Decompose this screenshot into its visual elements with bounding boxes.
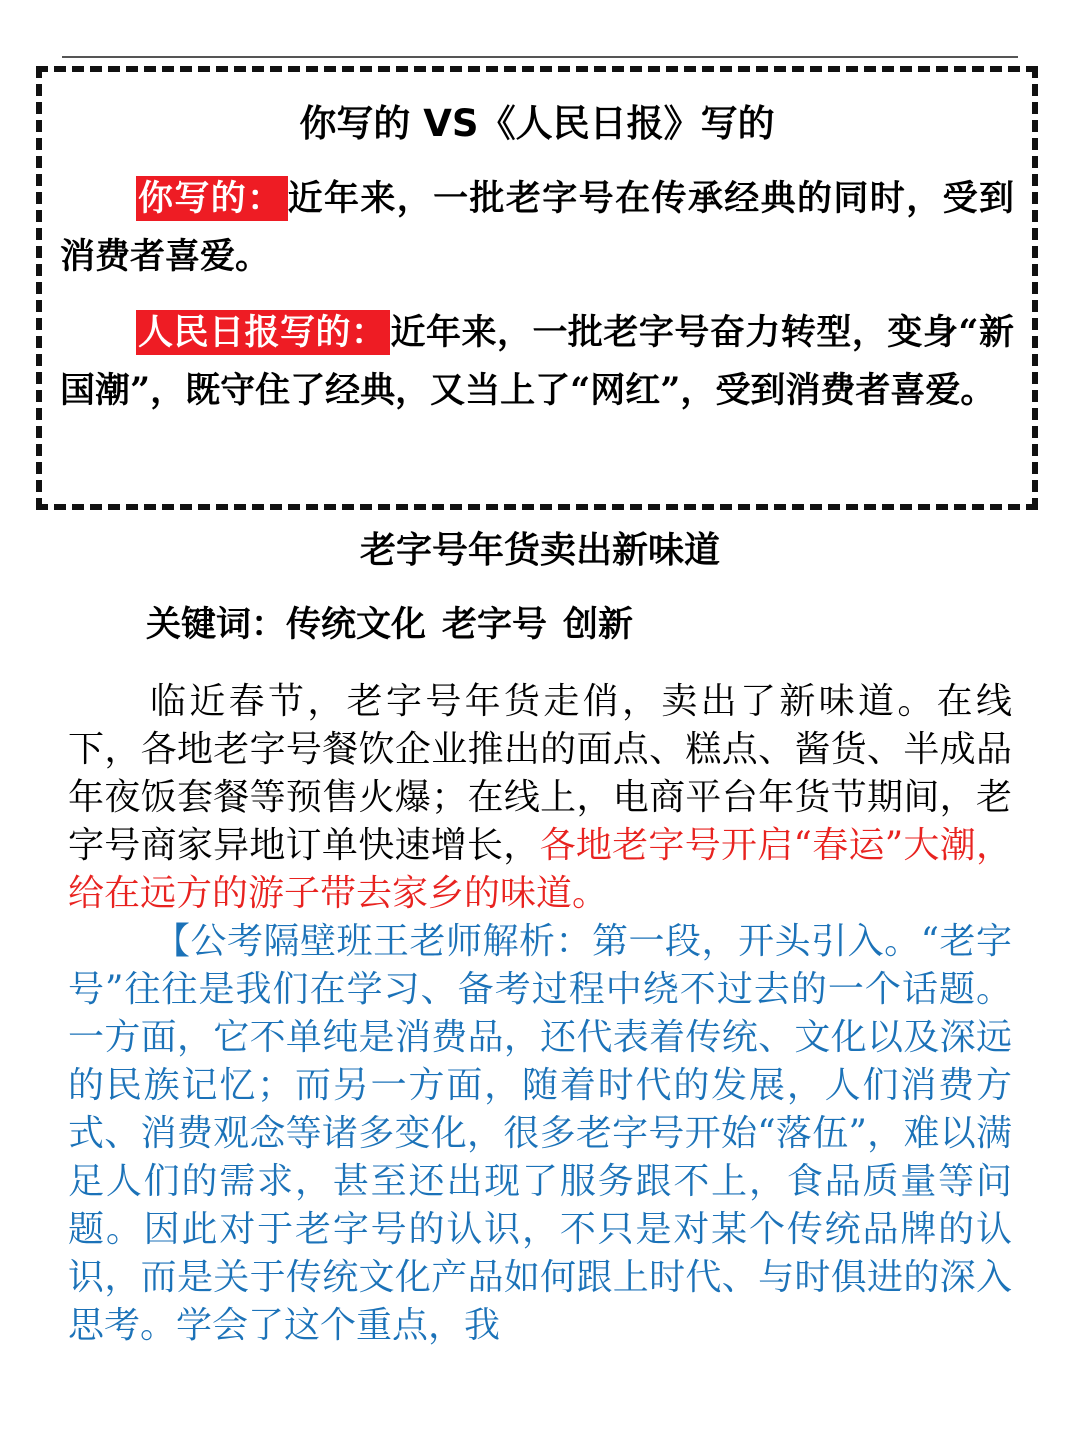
peoples-daily-paragraph	[60, 304, 1014, 420]
analysis-text: 【公考隔壁班王老师解析：第一段，开头引入。“老字号”往往是我们在学习、备考过程中绕不过去的一个话题。一方面，它不单纯是消费品，还代表着传统、文化以及深远的民族记忆；而另一方面，随着时代的发展，人们消费方式、消费观念等诸多变化，很多老字号开始“落伍”，难以满足人们的需求，甚至还出现了服务跟不上，食品质量等问题。因此对于老字号的认识，不只是对某个传统品牌的认识，而是关于传统文化产品如何跟上时代、与时俱进的深入思考。学会了这个重点，我	[68, 921, 1012, 1346]
article-title: 老字号年货卖出新味道	[359, 530, 720, 571]
yours-paragraph	[60, 170, 1014, 286]
article-body	[68, 678, 1012, 1350]
peoples-daily-text: 近年来，一批老字号奋力转型，变身“新国潮”，既守住了经典，又当上了“网红”，受到消费者喜爱。	[60, 312, 1014, 411]
paragraph-1	[68, 678, 1012, 918]
keywords-line	[146, 600, 633, 650]
analysis-block	[68, 918, 1012, 1350]
top-divider	[62, 56, 1018, 58]
paragraph-1-text: 临近春节，老字号年货走俏，卖出了新味道。在线下，各地老字号餐饮企业推出的面点、糕点、酱货、半成品年夜饭套餐等预售火爆；在线上，电商平台年货节期间，老字号商家异地订单快速增长，	[68, 681, 1012, 866]
comparison-box	[36, 66, 1038, 510]
comparison-title: 你写的 VS《人民日报》写的	[299, 102, 775, 145]
keyword-item: 创新	[563, 604, 634, 645]
keywords-label: 关键词：	[146, 604, 287, 645]
keyword-item: 传统文化	[286, 604, 427, 645]
yours-text: 近年来，一批老字号在传承经典的同时，受到消费者喜爱。	[60, 178, 1014, 277]
paragraph-1-highlight: 各地老字号开启“春运”大潮，给在远方的游子带去家乡的味道。	[68, 825, 1012, 914]
peoples-daily-tag: 人民日报写的：	[136, 310, 390, 355]
yours-tag: 你写的：	[136, 176, 288, 221]
keyword-item: 老字号	[442, 604, 548, 645]
